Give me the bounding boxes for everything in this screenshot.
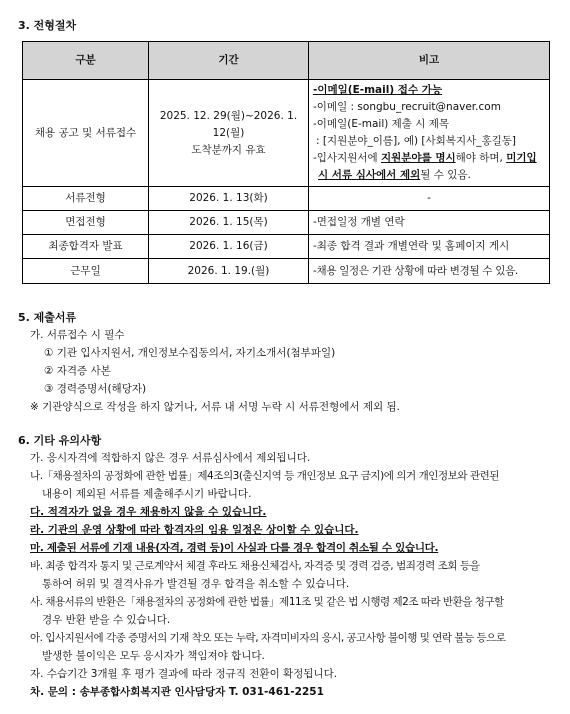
notice-item-cont: 내용이 제외된 서류를 제출해주시기 바랍니다. bbox=[42, 488, 252, 500]
row-category: 근무일 bbox=[23, 259, 149, 284]
row-period: 2026. 1. 15(목) bbox=[149, 211, 309, 235]
note-emphasis: 시 서류 심사에서 제외 bbox=[318, 169, 421, 181]
notice-item-cont: 발생한 불이익은 모두 응시자가 책임져야 합니다. bbox=[42, 650, 265, 662]
row-period: 2026. 1. 13(화) bbox=[149, 187, 309, 211]
note-line bbox=[313, 150, 545, 167]
notice-item-cont: 통하여 허위 및 결격사유가 발견될 경우 합격을 취소할 수 있습니다. bbox=[42, 578, 350, 590]
section5-sub-item: ① 기관 입사지원서, 개인정보수집동의서, 자기소개서(첨부파일) bbox=[44, 347, 336, 359]
section6-title: 6. 기타 유의사항 bbox=[18, 434, 102, 447]
notice-item: 자. 수습기간 3개월 후 평가 결과에 따라 정규직 전환이 확정됩니다. bbox=[30, 668, 338, 680]
table-row bbox=[23, 80, 550, 187]
section5-sub-item: ② 자격증 사본 bbox=[44, 365, 111, 377]
notice-item: 사. 채용서류의 반환은「채용절차의 공정화에 관한 법률」제11조 및 같은 법 시행령 제2조 따라 반환을 청구할 bbox=[30, 596, 504, 608]
note-emphasis: 미기입 bbox=[506, 152, 537, 164]
row-category: 채용 공고 및 서류접수 bbox=[23, 80, 149, 187]
notice-item-cont: 경우 반환 받을 수 있습니다. bbox=[42, 614, 171, 626]
section3-title: 3. 전형절차 bbox=[18, 19, 77, 32]
row-note: -면접일정 개별 연락 bbox=[309, 211, 550, 235]
row-note: -최종 합격 결과 개별연락 및 홈페이지 게시 bbox=[309, 235, 550, 259]
table-row bbox=[23, 259, 550, 284]
period-line: 2025. 12. 29(월)~2026. 1. 12(월) bbox=[159, 109, 298, 139]
section5-item-ga: 가. 서류접수 시 필수 bbox=[30, 329, 125, 341]
header-note: 비고 bbox=[309, 42, 550, 80]
note-line: -이메일 : songbu_recruit@naver.com bbox=[313, 101, 501, 113]
note-emphasis: 지원분야를 명시 bbox=[380, 152, 456, 164]
row-note bbox=[309, 80, 550, 187]
note-line bbox=[313, 167, 545, 184]
notice-item-emphasis: 라. 기관의 운영 상황에 따라 합격자의 임용 일정은 상이할 수 있습니다. bbox=[30, 524, 359, 536]
table-row bbox=[23, 235, 550, 259]
procedure-table bbox=[22, 41, 550, 284]
note-line: -이메일(E-mail) 접수 가능 bbox=[313, 84, 443, 96]
row-note: - bbox=[309, 187, 550, 211]
row-note: -채용 일정은 기관 상황에 따라 변경될 수 있음. bbox=[309, 259, 550, 284]
notice-item-emphasis: 마. 제출된 서류에 기재 내용(자격, 경력 등)이 사실과 다를 경우 합격이 취소될 수 있습니다. bbox=[30, 542, 439, 554]
notice-item: 아. 입사지원서에 각종 증명서의 기재 착오 또는 누락, 자격미비자의 응시, 공고사항 불이행 및 연락 불능 등으로 bbox=[30, 632, 506, 644]
contact-info: 차. 문의 : 송부종합사회복지관 인사담당자 T. 031-461-2251 bbox=[30, 686, 324, 698]
row-category: 면접전형 bbox=[23, 211, 149, 235]
notice-item: 바. 최종 합격자 통지 및 근로계약서 체결 후라도 채용신체검사, 자격증 및 경력 검증, 범죄경력 조회 등을 bbox=[30, 560, 480, 572]
row-period: 2026. 1. 19.(월) bbox=[149, 259, 309, 284]
table-row bbox=[23, 211, 550, 235]
note-line: -이메일(E-mail) 제출 시 제목 bbox=[313, 118, 450, 130]
header-category: 구분 bbox=[23, 42, 149, 80]
note-text: 될 수 있음. bbox=[420, 169, 471, 181]
section5-sub-item: ③ 경력증명서(해당자) bbox=[44, 383, 147, 395]
notice-item-emphasis: 다. 적격자가 없을 경우 채용하지 않을 수 있습니다. bbox=[30, 506, 267, 518]
note-text: 해야 하며, bbox=[455, 152, 507, 164]
row-category: 최종합격자 발표 bbox=[23, 235, 149, 259]
notice-item: 가. 응시자격에 적합하지 않은 경우 서류심사에서 제외됩니다. bbox=[30, 452, 311, 464]
row-period: 2026. 1. 16(금) bbox=[149, 235, 309, 259]
table-row bbox=[23, 187, 550, 211]
row-period bbox=[149, 80, 309, 187]
header-period: 기간 bbox=[149, 42, 309, 80]
section5-note: ※ 기관양식으로 작성을 하지 않거나, 서류 내 서명 누락 시 서류전형에서 제외 됨. bbox=[30, 401, 400, 413]
notice-item: 나.「채용절차의 공정화에 관한 법률」제4조의3(출신지역 등 개인정보 요구 금지)에 의거 개인정보와 관련된 bbox=[30, 470, 500, 482]
table-header-row bbox=[23, 42, 550, 80]
period-line: 도착분까지 유효 bbox=[191, 143, 266, 156]
note-line: : [지원분야_이름], 예) [사회복지사_홍길동] bbox=[316, 135, 517, 147]
section5-title: 5. 제출서류 bbox=[18, 311, 77, 324]
row-category: 서류전형 bbox=[23, 187, 149, 211]
note-text: -입사지원서에 bbox=[313, 152, 381, 164]
